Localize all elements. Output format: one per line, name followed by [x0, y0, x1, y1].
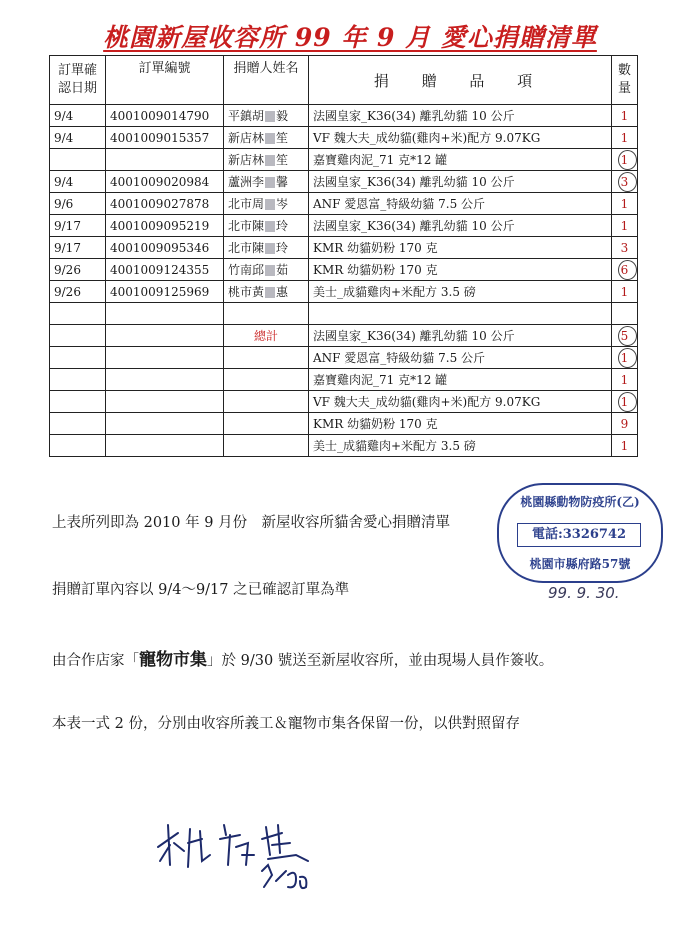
blank-row: [50, 303, 638, 325]
quantity-cell: 1: [612, 369, 638, 391]
blank-cell: [106, 413, 224, 435]
table-header-row: [50, 56, 638, 105]
order-date-cell: 9/26: [50, 281, 106, 303]
document-title: 桃園新屋收容所 99 年 9 月 愛心捐贈清單: [103, 23, 597, 52]
seal-address: 桃園市縣府路57號: [529, 557, 631, 571]
blank-cell: [106, 435, 224, 457]
item-cell: 美士_成貓雞肉+米配方 3.5 磅: [309, 281, 612, 303]
official-seal: [497, 483, 663, 583]
order-number-cell: 4001009014790: [106, 105, 224, 127]
redaction-mark: [265, 265, 275, 276]
quantity-cell: 1: [612, 193, 638, 215]
paragraph-copies-note: 本表一式 2 份，分別由收容所義工＆寵物市集各保留一份，以供對照留存: [52, 716, 520, 732]
total-item-cell: 法國皇家_K36(34) 離乳幼貓 10 公斤: [309, 325, 612, 347]
store-name: 寵物市集: [139, 650, 207, 670]
table-row: [50, 193, 638, 215]
redaction-mark: [265, 287, 275, 298]
handwritten-circle-mark: [618, 150, 637, 170]
item-cell: 法國皇家_K36(34) 離乳幼貓 10 公斤: [309, 105, 612, 127]
blank-cell: [50, 325, 106, 347]
order-date-cell: 9/17: [50, 215, 106, 237]
quantity-cell: 3: [612, 171, 638, 193]
total-item-cell: ANF 愛恩富_特級幼貓 7.5 公斤: [309, 347, 612, 369]
item-cell: 法國皇家_K36(34) 離乳幼貓 10 公斤: [309, 215, 612, 237]
blank-cell: [224, 413, 309, 435]
header-donation-item: 捐 贈 品 項: [309, 56, 612, 105]
order-date-cell: 9/4: [50, 127, 106, 149]
order-date-cell: 9/17: [50, 237, 106, 259]
order-number-cell: 4001009015357: [106, 127, 224, 149]
blank-cell: [106, 391, 224, 413]
donor-name-cell: 北市周 岑: [224, 193, 309, 215]
order-number-cell: 4001009095219: [106, 215, 224, 237]
signature-date: 9/30: [258, 872, 294, 891]
blank-cell: [106, 347, 224, 369]
seal-phone: 電話:3326742: [517, 523, 641, 547]
order-date-cell: 9/26: [50, 259, 106, 281]
redaction-mark: [265, 221, 275, 232]
total-row: [50, 391, 638, 413]
total-item-cell: 嘉寶雞肉泥_71 克*12 罐: [309, 369, 612, 391]
blank-cell: [224, 369, 309, 391]
quantity-cell: 3: [612, 237, 638, 259]
order-number-cell: 4001009020984: [106, 171, 224, 193]
paragraph-delivery-note: 由合作店家「寵物市集」於 9/30 號送至新屋收容所，並由現場人員作簽收。: [52, 650, 554, 670]
item-cell: ANF 愛恩富_特級幼貓 7.5 公斤: [309, 193, 612, 215]
total-item-cell: VF 魏大夫_成幼貓(雞肉+米)配方 9.07KG: [309, 391, 612, 413]
blank-cell: [224, 303, 309, 325]
order-number-cell: [106, 149, 224, 171]
donor-name-cell: 平鎮胡 毅: [224, 105, 309, 127]
order-number-cell: 4001009125969: [106, 281, 224, 303]
handwritten-circle-mark: [618, 260, 637, 280]
table-row: [50, 215, 638, 237]
donor-name-cell: 桃市黃 惠: [224, 281, 309, 303]
quantity-cell: 1: [612, 127, 638, 149]
quantity-cell: 1: [612, 281, 638, 303]
item-cell: VF 魏大夫_成幼貓(雞肉+米)配方 9.07KG: [309, 127, 612, 149]
item-cell: 嘉寶雞肉泥_71 克*12 罐: [309, 149, 612, 171]
header-confirm-date: 訂單確 認日期: [50, 56, 106, 105]
donation-table: [49, 55, 638, 457]
blank-cell: [612, 303, 638, 325]
quantity-cell: 6: [612, 259, 638, 281]
paragraph-order-basis: 捐贈訂單內容以 9/4～9/17 之已確認訂單為準: [52, 582, 350, 598]
redaction-mark: [265, 111, 275, 122]
item-cell: KMR 幼貓奶粉 170 克: [309, 237, 612, 259]
donor-name-cell: 北市陳 玲: [224, 237, 309, 259]
order-number-cell: 4001009124355: [106, 259, 224, 281]
item-cell: 法國皇家_K36(34) 離乳幼貓 10 公斤: [309, 171, 612, 193]
blank-cell: [224, 347, 309, 369]
order-date-cell: 9/4: [50, 171, 106, 193]
total-row: [50, 435, 638, 457]
blank-cell: [50, 391, 106, 413]
blank-cell: [224, 391, 309, 413]
redaction-mark: [265, 243, 275, 254]
order-date-cell: [50, 149, 106, 171]
handwritten-signature: [150, 795, 360, 895]
blank-cell: [106, 369, 224, 391]
donor-name-cell: 竹南邱 茹: [224, 259, 309, 281]
donor-name-cell: 新店林 笙: [224, 149, 309, 171]
quantity-cell: 1: [612, 149, 638, 171]
total-row: [50, 369, 638, 391]
blank-cell: [50, 413, 106, 435]
blank-cell: [50, 435, 106, 457]
quantity-cell: 9: [612, 413, 638, 435]
quantity-cell: 1: [612, 215, 638, 237]
table-row: [50, 171, 638, 193]
blank-cell: [50, 369, 106, 391]
redaction-mark: [265, 133, 275, 144]
table-row: [50, 259, 638, 281]
order-number-cell: 4001009095346: [106, 237, 224, 259]
table-row: [50, 149, 638, 171]
order-date-cell: 9/4: [50, 105, 106, 127]
header-donor-name: 捐贈人姓名: [224, 56, 309, 105]
blank-cell: [224, 435, 309, 457]
donor-name-cell: 蘆洲李 馨: [224, 171, 309, 193]
total-item-cell: 美士_成貓雞肉+米配方 3.5 磅: [309, 435, 612, 457]
paragraph-list-description: 上表所列即為 2010 年 9 月份 新屋收容所貓舍愛心捐贈清單: [52, 515, 451, 531]
donor-name-cell: 北市陳 玲: [224, 215, 309, 237]
total-label: 總計: [224, 325, 309, 347]
quantity-cell: 1: [612, 347, 638, 369]
total-row: [50, 413, 638, 435]
header-quantity: 數 量: [612, 56, 638, 105]
seal-date: 99. 9. 30.: [548, 584, 620, 602]
total-item-cell: KMR 幼貓奶粉 170 克: [309, 413, 612, 435]
header-order-number: 訂單編號: [106, 56, 224, 105]
donor-name-cell: 新店林 笙: [224, 127, 309, 149]
total-row: [50, 347, 638, 369]
table-row: [50, 237, 638, 259]
quantity-cell: 1: [612, 391, 638, 413]
handwritten-circle-mark: [618, 172, 637, 192]
item-cell: KMR 幼貓奶粉 170 克: [309, 259, 612, 281]
table-row: [50, 127, 638, 149]
total-row: [50, 325, 638, 347]
quantity-cell: 1: [612, 105, 638, 127]
handwritten-circle-mark: [618, 348, 637, 368]
blank-cell: [106, 303, 224, 325]
blank-cell: [50, 347, 106, 369]
order-number-cell: 4001009027878: [106, 193, 224, 215]
redaction-mark: [265, 199, 275, 210]
table-row: [50, 281, 638, 303]
blank-cell: [50, 303, 106, 325]
redaction-mark: [265, 177, 275, 188]
handwritten-circle-mark: [618, 392, 637, 412]
blank-cell: [309, 303, 612, 325]
handwritten-circle-mark: [618, 326, 637, 346]
blank-cell: [106, 325, 224, 347]
seal-agency-name: 桃園縣動物防疫所(乙): [520, 495, 640, 509]
quantity-cell: 5: [612, 325, 638, 347]
table-row: [50, 105, 638, 127]
order-date-cell: 9/6: [50, 193, 106, 215]
redaction-mark: [265, 155, 275, 166]
quantity-cell: 1: [612, 435, 638, 457]
